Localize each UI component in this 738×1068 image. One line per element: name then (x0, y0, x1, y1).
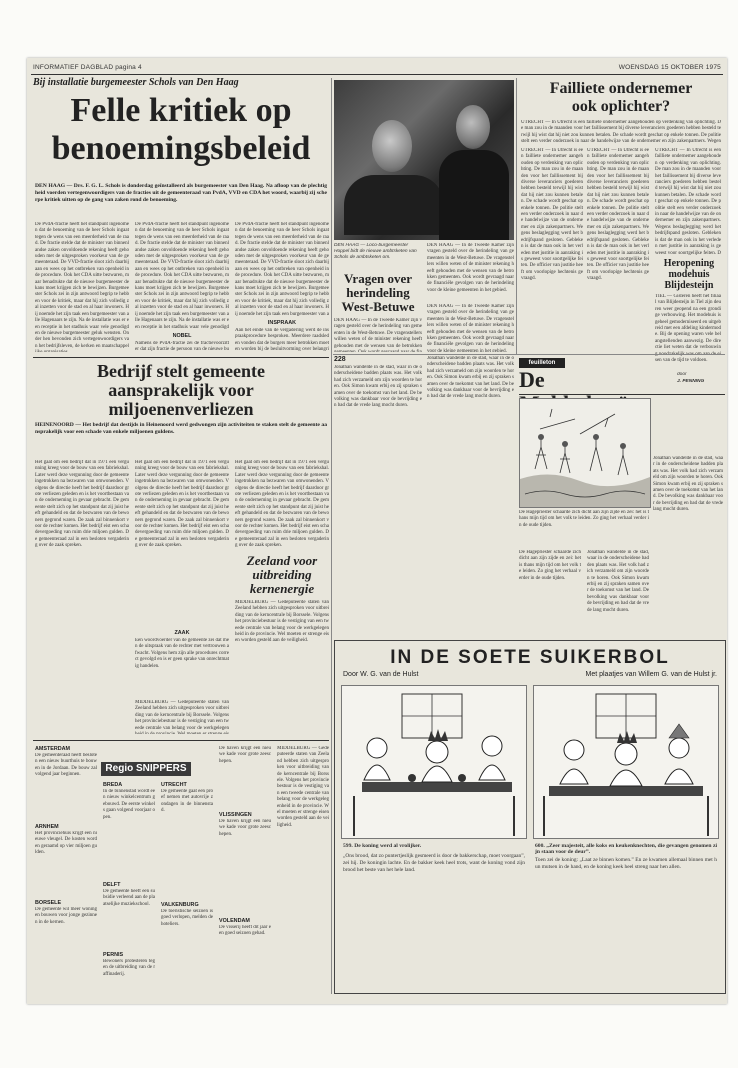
vragen-headline-1: Vragen over (344, 271, 412, 286)
suikerbol-title: IN DE SOETE SUIKERBOL (390, 647, 670, 668)
masthead-rule (31, 74, 723, 75)
faillite-intro: UTRECHT — In Utrecht is een failliete ondernemer aangehouden op verdenking van oplichting. De man zou in de maanden voor het faillissement bij diverse leveranciers goederen hebben besteld terwijl hij wist dat hij niet zou kunnen betalen. De schade wordt geschat op enkele tonnen. De politie stelt een verder onderzoek in naar de handelwijze van de ondernemer en zijn zakenpartners. Wegen (521, 120, 721, 144)
regio-col4-title2: VOLENDAM (219, 918, 250, 924)
feuilleton-label: feuilleton (519, 358, 565, 368)
faillite-headline-1: Failliete ondernemer (549, 80, 693, 97)
suikerbol-text-left: „Ons brood, dat zo puntertjeslijk gesmeerd is door de bakkerschap, moet voorgaan”, zei hij. De koningin lachte. En de bakker keek heel trots, want de koning vond zijn brood het beste van het hele land. (343, 853, 525, 873)
masthead-left: INFORMATIEF DAGBLAD pagina 4 (33, 64, 142, 71)
regio-col4-title: VLISSINGEN (219, 812, 252, 818)
faillite-headline-2: ook oplichter? (571, 98, 671, 115)
main-lead: DEN HAAG — Drs. F. G. L. Schols is donderdag geïnstalleerd als burgemeester van Den Haag. Na afloop van de plechtigheid voerden vertegenwoordigers van de fracties uit de gemeenteraad van PvdA, VVD en CDA het woord, waarbij zij scherpe kritiek uitten op de gang van zaken rond de benoeming. (35, 183, 327, 203)
feuilleton-header (519, 358, 725, 395)
photo-figure-right (439, 150, 509, 240)
regio-col2-title2: DELFT (103, 882, 121, 888)
vragen-headline-3: West-Betuwe (341, 299, 415, 314)
feuilleton-title: De (519, 367, 545, 392)
bedrijf-headline-2: aansprakelijk voor (108, 380, 254, 400)
feuilleton-col3-text: De Hagepriester schaarde zich dicht aan zijn zijde en zei: het is thans mijn tijd om het volk te leiden. Zo ging het verhaal verder in de oude tijden. (519, 510, 649, 528)
row-rule (333, 354, 725, 355)
news-photo (334, 80, 514, 240)
main-headline-2: benoemingsbeleid (51, 130, 311, 167)
regio-col1-body2: Het provinciehuis krijgt een nieuwe vleugel. De kosten worden geraamd op vier miljoen gulden. (35, 831, 97, 856)
photo-side-text: DEN HAAG — In de Tweede Kamer zijn vragen gesteld over de herindeling van gemeenten in de West-Betuwe. De vragenstellers willen weten of de minister rekening heeft gehouden met de wensen van de betrokken gemeenten. Ook wordt gevraagd naar de financiële gevolgen van de herindeling voor de kleine gemeenten in het gebied. (427, 243, 514, 293)
heropening-headline-1: Heropening (663, 258, 715, 269)
feuilleton-col1: Jonathan wandelde in de stad, waar in de onderscheidene badden plaats was. Het volk had zich verzameld om zijn woorden te horen. Ook Simon kwam erbij en zij spraken samen over de toekomst van het land. De bevolking was dankbaar voor de bevrijding en bad dat de vrede lang mocht duren. (334, 365, 422, 409)
vragen-headline-2: herindeling (346, 285, 410, 300)
battle-scene-drawing (520, 399, 650, 507)
suikerbol-illustration-right (533, 685, 719, 839)
regio-col4-intro: De haven krijgt een nieuwe kade voor grote zeeschepen. (219, 746, 271, 764)
regio-col3-title: UTRECHT (161, 782, 187, 788)
bedrijf-body-2: Een woordvoerder van de gemeente zei dat men de uitspraak van de rechter met vertrouwen afwacht. Volgens hem zijn alle procedures correct gevolgd en is er geen sprake van onrechtmatig handelen. (135, 638, 229, 669)
suikerbol-author: Door W. G. van de Hulst (343, 671, 419, 678)
main-body-col2: De PvdA-fractie heeft het standpunt ingenomen dat de benoeming van de heer Schols ingaat tegen de wens van een meerderheid van de raad. De fractie stelde dat de minister van binnenlandse zaken onvoldoende rekening heeft gehouden met de uitgesproken voorkeur van de gemeenteraad. De VVD-fractie sloot zich daarbij aan en wees op het ontbreken van openheid in de procedure. Ook het CDA uitte bezwaren, maar benadrukte dat de nieuwe burgemeester de kans moet krijgen zich te bewijzen. Burgemeester Schols zei in zijn antwoord begrip te hebben voor de kritiek, maar dat hij zich volledig zal inzetten voor de stad en al haar inwoners. Hij noemde het zijn taak een burgemeester van alle Hagenaars te zijn. Na de installatie was er een receptie in het stadhuis waar vele genodigd (135, 222, 229, 330)
zeeland-body-2: MIDDELBURG — Gedeputeerde staten van Zeeland hebben zich uitgesproken voor uitbreiding van de kerncentrale bij Borssele. Volgens het provinciebestuur is de vestiging van een tweede centrale van belang voor de werkgelegen (135, 700, 229, 731)
newspaper-page (27, 58, 727, 1004)
regio-col3-body2: De toeristische seizoen is goed verlopen, melden de hoteliers. (161, 909, 213, 927)
column-rule-1 (331, 78, 332, 994)
vragen-body: DEN HAAG — In de Tweede Kamer zijn vragen gesteld over de herindeling van gemeenten in de West-Betuwe. De vragenstellers willen weten of de minister rekening heeft gehouden met de wensen van de betrokken (334, 318, 422, 349)
regio-col1-body: De gemeenteraad heeft besloten een nieuw buurthuis te bouwen in de Jordaan. De bouw zal volgend jaar beginnen. (35, 753, 97, 778)
feuilleton-col4: Jonathan wandelde in de stad, waar in de onderscheidene badden plaats was. Het volk had zich verzameld om zijn woorden te horen. Ook Simon kwam erbij en zij spraken samen over de toekomst van het land. De bevolking was dankbaar voor de bevrijding en bad dat de vrede lang mocht duren. (653, 456, 723, 513)
feuilleton-col5: De Hagepriester schaarde zich dicht aan zijn zijde en zei: het is thans mijn tijd om het volk te leiden. Zo ging het verhaal verder in de oude tijden. (519, 550, 581, 581)
suikerbol-box (334, 640, 726, 994)
regio-col3-title2: VALKENBURG (161, 902, 199, 908)
feuilleton-col6: Jonathan wandelde in de stad, waar in de onderscheidene badden plaats was. Het volk had zich verzameld om zijn woorden te horen. Ook Simon kwam erbij en zij spraken samen over de toekomst van het land. De bevolking was dankbaar voor de bevrijding en bad dat de vrede lang mocht duren. (587, 550, 649, 613)
suikerbol-illustrator: Met plaatjes van Willem G. van de Hulst jr. (585, 671, 717, 678)
regio-col2-body3: Bewoners protesteren tegen de uitbreiding van de raffinaderij. (103, 959, 155, 977)
regio-col4-body2: De visserij heeft dit jaar een goed seizoen gehad. (219, 925, 271, 937)
regio-col4-body: De haven krijgt een nieuwe kade voor grote zeeschepen. (219, 819, 271, 837)
heropening-headline-2: modehuis (668, 269, 710, 280)
feuilleton-number: 228 (334, 356, 346, 363)
regio-col3-body: De gemeente gaat een proef nemen met autovrije zondagen in de binnenstad. (161, 789, 213, 814)
regio-col2-title: BREDA (103, 782, 123, 788)
bedrijf-lead: HEINENOORD — Het bedrijf dat destijds in Heinenoord werd gedwongen zijn activiteiten te staken stelt de gemeente aansprakelijk voor een schade van enkele miljoenen guldens. (35, 422, 327, 435)
photo-face-right (456, 105, 490, 149)
king-dinner-drawing (342, 686, 526, 838)
suikerbol-caption-left: 599. De koning werd al vrolijker. (343, 843, 422, 849)
section-rule (33, 357, 329, 358)
bedrijf-headline-1: Bedrijf stelt gemeente (97, 361, 265, 381)
feuilleton-author-1: door (677, 372, 687, 377)
regio-col1-title2: ARNHEM (35, 824, 59, 830)
bedrijf-col3: Het gaat om een bedrijf dat in 1971 een vergunning kreeg voor de bouw van een fabriekshal. Later werd deze vergunning door de gemeente ingetrokken na bezwaren van omwonenden. Volgens de directie heeft het bedrijf daardoor grote verliezen geleden en is het voortbestaan van de onderneming in gevaar gebracht. De gemeente stelt zich op het standpunt dat zij juist heeft gehandeld en dat de bezwaren van de bewoners gegrond waren. De zaak zal binnenkort voor de rechter komen. Het bedrijf eist een schadevergoeding van ruim drie miljoen gulden. De gemeenteraad zal in een besloten vergadering over de zaak spreken. (235, 460, 329, 549)
zeeland-headline-2: uitbreiding (252, 567, 312, 582)
suikerbol-text-right: Toen zei de koning: „Laat ze binnen komen.” En ze kwamen allemaal binnen met hun mutsen in de hand, en de koning keek heel streng naar hen allen. (535, 857, 717, 870)
photo-caption: DEN HAAG — Loco-burgemeester Hoppel bidt de nieuwe ambtsketen van Schols de ambtsketen om. (334, 243, 417, 260)
zeeland-body: MIDDELBURG — Gedeputeerde staten van Zeeland hebben zich uitgesproken voor uitbreiding van de kerncentrale bij Borssele. Volgens het provinciebestuur is de vestiging van een tweede centrale van belang voor de werkgelegenheid in de provincie. Wel moeten er strenge eisen worden gesteld aan de veiligheid. (235, 600, 329, 644)
main-subhead: NOBEL (172, 333, 192, 339)
inspraak-subhead: INSPRAAK (267, 320, 297, 326)
inspraak-body: Aan het einde van de vergadering werd de inspraakprocedure besproken. Meerdere raadsleden vonden dat de burgers meer betrokken moeten worden bij de besluitvorming over belangri (235, 328, 329, 353)
regio-banner: Regio SNIPPERS (101, 762, 191, 776)
photo-face-left (372, 120, 412, 172)
feuilleton-author-2: J. PENNING (677, 379, 705, 384)
regio-col5-body: MIDDELBURG — Gedeputeerde staten van Zeeland hebben zich uitgesproken voor uitbreiding van de kerncentrale bij Borssele. Volgens het provinciebestuur is de vestiging van een tweede centrale van belang voor de werkgelegenheid in de provincie. Wel moeten er strenge eisen worden gesteld aan de veiligheid. (277, 746, 329, 828)
main-headline-1: Felle kritiek op (70, 92, 292, 129)
faillite-col2: UTRECHT — In Utrecht is een failliete ondernemer aangehouden op verdenking van oplichting. De man zou in de maanden voor het faillissement bij diverse leveranciers goederen hebben besteld terwijl hij wist dat hij niet zou kunnen betalen. De schade wordt geschat op enkele tonnen. De politie stelt een verder onderzoek in naar de handelwijze van de ondernemer en zijn zakenpartners. Wegens beslaglegging werd het bedrijfspand gesloten. Gebleken is dat de man ook in het verleden met justitie in aanraking is geweest voor soortgelijke feiten. De officier van justitie heeft om voorlopige hechtenis gevraagd. (587, 148, 649, 282)
masthead-right: WOENSDAG 15 OKTOBER 1975 (618, 64, 721, 71)
regio-col2-title3: PERNIS (103, 952, 124, 958)
main-body-col3: De PvdA-fractie heeft het standpunt ingenomen dat de benoeming van de heer Schols ingaat tegen de wens van een meerderheid van de raad. De fractie stelde dat de minister van binnenlandse zaken onvoldoende rekening heeft gehouden met de uitgesproken voorkeur van de gemeenteraad. De VVD-fractie sloot zich daarbij aan en wees op het ontbreken van openheid in de procedure. Ook het CDA uitte bezwaren, maar benadrukte dat de nieuwe burgemeester de kans moet krijgen zich te bewijzen. Burgemeester Schols zei in zijn antwoord begrip te hebben voor de kritiek, maar dat hij zich volledig zal inzetten voor de stad en al haar inwoners. Hij noemde het zijn taak een burgemeester van a (235, 222, 329, 317)
bedrijf-col2: Het gaat om een bedrijf dat in 1971 een vergunning kreeg voor de bouw van een fabriekshal. Later werd deze vergunning door de gemeente ingetrokken na bezwaren van omwonenden. Volgens de directie heeft het bedrijf daardoor grote verliezen geleden en is het voortbestaan van de onderneming in gevaar gebracht. De gemeente stelt zich op het standpunt dat zij juist heeft gehandeld en dat de bezwaren van de bewoners gegrond waren. De zaak zal binnenkort voor de rechter komen. Het bedrijf eist een schadevergoeding van ruim drie miljoen gulden. De gemeenteraad zal in een besloten vergadering over de zaak spreken. (135, 460, 229, 549)
bedrijf-subhead: ZAAK (174, 630, 190, 636)
feuilleton-illustration (519, 398, 651, 508)
main-kicker: Bij installatie burgemeester Schols van Den Haag (33, 77, 239, 88)
regio-col2-body2: De gemeente heeft een subsidie verleend aan de plaatselijke muziekschool. (103, 889, 155, 907)
regio-col2-body: In de binnenstad wordt een nieuw winkelcentrum gebouwd. De eerste winkels gaan volgend voorjaar open. (103, 789, 155, 820)
faillite-col3: UTRECHT — In Utrecht is een failliete ondernemer aangehouden op verdenking van oplichting. De man zou in de maanden voor het faillissement bij diverse leveranciers goederen hebben besteld terwijl hij wist dat hij niet zou kunnen betalen. De schade wordt geschat op enkele tonnen. De politie stelt een verder onderzoek in naar de handelwijze van de ondernemer en zijn zakenpartners. Wegens beslaglegging werd het bedrijfspand gesloten. Gebleken is dat de man ook in het verleden met justitie in aanraking is geweest voor soortgelijke feiten. D (655, 148, 721, 256)
photo-figure-left (344, 175, 444, 235)
zeeland-headline-3: kernenergie (249, 581, 315, 596)
bedrijf-headline-3: miljoenenverliezen (108, 399, 254, 419)
feuilleton-col2: Jonathan wandelde in de stad, waar in de onderscheidene badden plaats was. Het volk had zich verzameld om zijn woorden te horen. Ook Simon kwam erbij en zij spraken samen over de toekomst van het land. De bevolking was dankbaar voor de bevrijding en bad dat de vrede lang mocht duren. (427, 356, 514, 400)
suikerbol-illustration-left (341, 685, 527, 839)
regio-col1-body3: De gemeente wil meer woningen bouwen voor jonge gezinnen in de kernen. (35, 907, 97, 925)
regio-rule (33, 740, 329, 741)
faillite-col1: UTRECHT — In Utrecht is een failliete ondernemer aangehouden op verdenking van oplichting. De man zou in de maanden voor het faillissement bij diverse leveranciers goederen hebben besteld terwijl hij wist dat hij niet zou kunnen betalen. De schade wordt geschat op enkele tonnen. De politie stelt een verder onderzoek in naar de handelwijze van de ondernemer en zijn zakenpartners. Wegens beslaglegging werd het bedrijfspand gesloten. Gebleken is dat de man ook in het verleden met justitie in aanraking is geweest voor soortgelijke feiten. De officier van justitie heeft om voorlopige hechtenis gevraagd. (521, 148, 583, 282)
main-body-2: Namens de PvdA-fractie zei de fractievoorzitter dat zijn fractie de persoon van de nieuwe bu (135, 341, 229, 353)
vragen-body-2: DEN HAAG — In de Tweede Kamer zijn vragen gesteld over de herindeling van gemeenten in de West-Betuwe. De vragenstellers willen weten of de minister rekening heeft gehouden met de wensen van de betrokken gemeenten. Ook wordt gevraagd naar de financiële gevolgen van de herindeling voor de kleine gemeenten in het gebied. (427, 304, 514, 352)
suikerbol-caption-right: 600. „Zeer majesteit, alle koks en keukenknechten, die gevangen genomen zijn staan voor de deur”. (535, 843, 717, 856)
heropening-headline-3: Blijdesteijn (664, 280, 714, 291)
bedrijf-col1: Het gaat om een bedrijf dat in 1971 een vergunning kreeg voor de bouw van een fabriekshal. Later werd deze vergunning door de gemeente ingetrokken na bezwaren van omwonenden. Volgens de directie heeft het bedrijf daardoor grote verliezen geleden en is het voortbestaan van de onderneming in gevaar gebracht. De gemeente stelt zich op het standpunt dat zij juist heeft gehandeld en dat de bezwaren van de bewoners gegrond waren. De zaak zal binnenkort voor de rechter komen. Het bedrijf eist een schadevergoeding van ruim drie miljoen gulden. De gemeenteraad zal in een besloten vergadering over de zaak spreken. (35, 460, 129, 549)
regio-col1-title: AMSTERDAM (35, 746, 71, 752)
heropening-body: TIEL — Gisteren heeft het filiaal van Blijdesteijn in Tiel zijn deuren weer geopend na een grondige verbouwing. Het modehuis is geheel gemoderniseerd en uitgebreid met een afdeling kindermode. Bij de opening waren vele belangstellenden aanwezig. De directie liet weten dat de verbouwin sen van de tijd te voldoen. (655, 294, 721, 364)
column-rule-2 (516, 78, 517, 354)
zeeland-headline-1: Zeeland voor (246, 553, 318, 568)
main-body-col1: De PvdA-fractie heeft het standpunt ingenomen dat de benoeming van de heer Schols ingaat tegen de wens van een meerderheid van de raad. De fractie stelde dat de minister van binnenlandse zaken onvoldoende rekening heeft gehouden met de uitgesproken voorkeur van de gemeenteraad. De VVD-fractie sloot zich daarbij aan en wees op het ontbreken van openheid in de procedure. Ook het CDA uitte bezwaren, maar benadrukte dat de nieuwe burgemeester de kans moet krijgen zich te bewijzen. Burgemeester Schols zei in zijn antwoord begrip te hebben voor de kritiek, maar dat hij zich volledig zal inzetten voor de stad en al haar inwoners. Hij noemde het zijn taak een burgemeester van alle Hagenaars te zijn. Na de installatie was er een receptie in het stadhuis waar vele genodigden de nieuwe burgemeester geluk wensten. Onder hen bevonden zich vertegenwoordigers van het bedrijfsleven, de kerken en maatschappel (35, 222, 129, 349)
cooks-parade-drawing (534, 686, 718, 838)
regio-col1-title3: BORSELE (35, 900, 62, 906)
